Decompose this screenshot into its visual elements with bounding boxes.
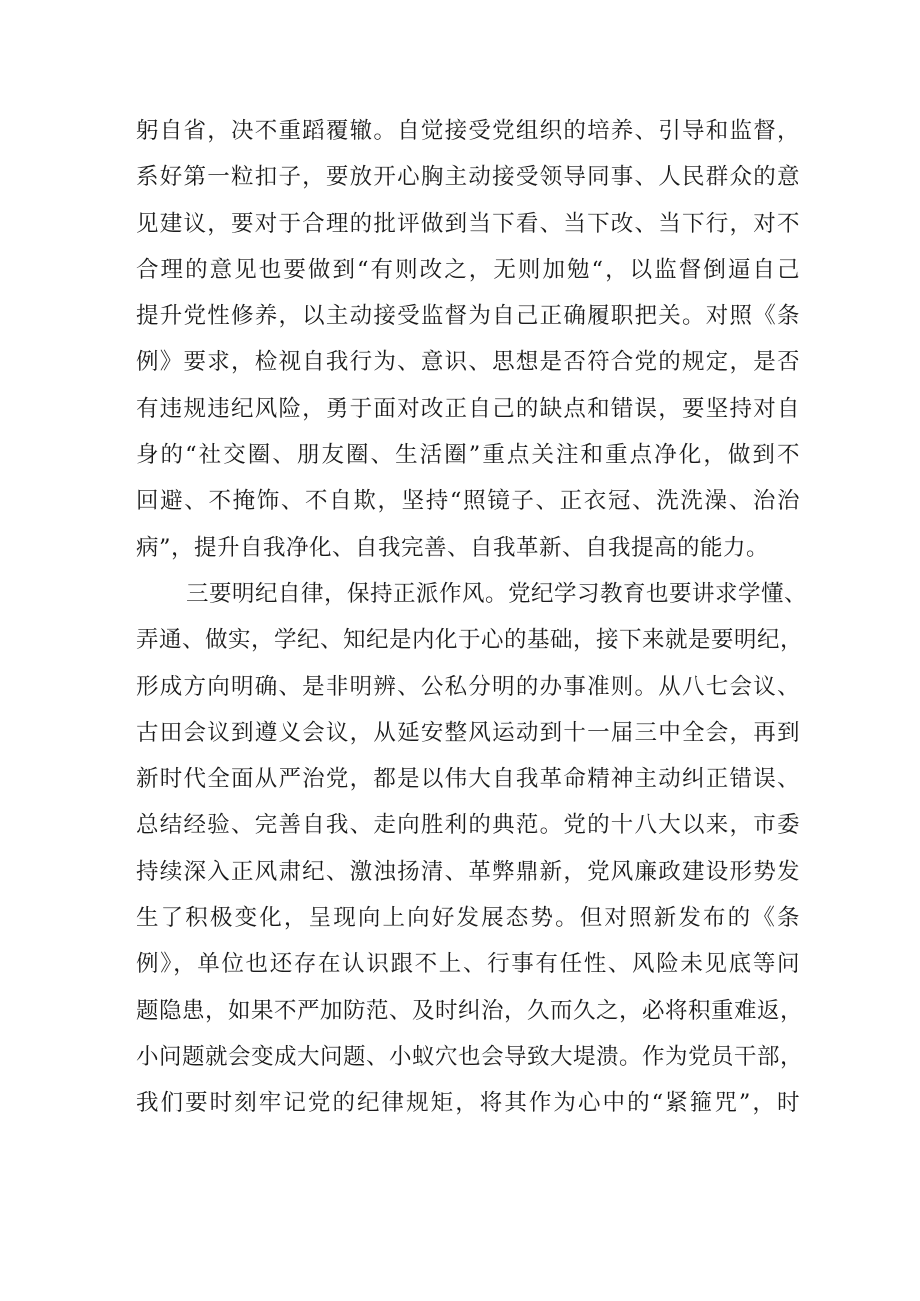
- text-line: 题隐患，如果不严加防范、及时纠治，久而久之，必将积重难返，: [136, 997, 804, 1024]
- text-line: 系好第一粒扣子，要放开心胸主动接受领导同事、人民群众的意: [136, 164, 800, 191]
- text-line: 生了积极变化，呈现向上向好发展态势。但对照新发布的《条: [136, 905, 800, 932]
- text-line: 形成方向明确、是非明辨、公私分明的办事准则。从八七会议、: [136, 673, 800, 700]
- text-line: 见建议，要对于合理的批评做到当下看、当下改、当下行，对不: [136, 210, 800, 237]
- text-line: 总结经验、完善自我、走向胜利的典范。党的十八大以来，市委: [136, 812, 800, 839]
- text-line: 回避、不掩饰、不自欺，坚持“照镜子、正衣冠、洗洗澡、治治: [136, 488, 800, 515]
- text-line: 持续深入正风肃纪、激浊扬清、革弊鼎新，党风廉政建设形势发: [136, 858, 800, 885]
- text-line: 例》要求，检视自我行为、意识、思想是否符合党的规定，是否: [136, 349, 800, 376]
- text-line: 提升党性修养，以主动接受监督为自己正确履职把关。对照《条: [136, 303, 800, 330]
- text-line: 我们要时刻牢记党的纪律规矩，将其作为心中的“紧箍咒”，时: [136, 1090, 800, 1117]
- text-line: 例》，单位也还存在认识跟不上、行事有任性、风险未见底等问: [136, 951, 800, 978]
- text-line: 小问题就会变成大问题、小蚁穴也会导致大堤溃。作为党员干部，: [136, 1043, 804, 1070]
- body-text: [136, 108, 808, 1127]
- text-line: 合理的意见也要做到“有则改之，无则加勉“，以监督倒逼自己: [136, 256, 800, 283]
- paragraph-first-line: 三要明纪自律，保持正派作风。党纪学习教育也要讲求学懂、: [186, 580, 808, 607]
- text-line: 病”，提升自我净化、自我完善、自我革新、自我提高的能力。: [136, 534, 770, 561]
- text-line: 有违规违纪风险，勇于面对改正自己的缺点和错误，要坚持对自: [136, 395, 800, 422]
- text-line: 新时代全面从严治党，都是以伟大自我革命精神主动纠正错误、: [136, 766, 800, 793]
- text-line: 躬自省，决不重蹈覆辙。自觉接受党组织的培养、引导和监督，: [136, 118, 800, 144]
- text-line: 弄通、做实，学纪、知纪是内化于心的基础，接下来就是要明纪，: [136, 627, 804, 654]
- text-line: 古田会议到遵义会议，从延安整风运动到十一届三中全会，再到: [136, 719, 800, 746]
- text-line: 身的“社交圈、朋友圈、生活圈”重点关注和重点净化，做到不: [136, 442, 800, 469]
